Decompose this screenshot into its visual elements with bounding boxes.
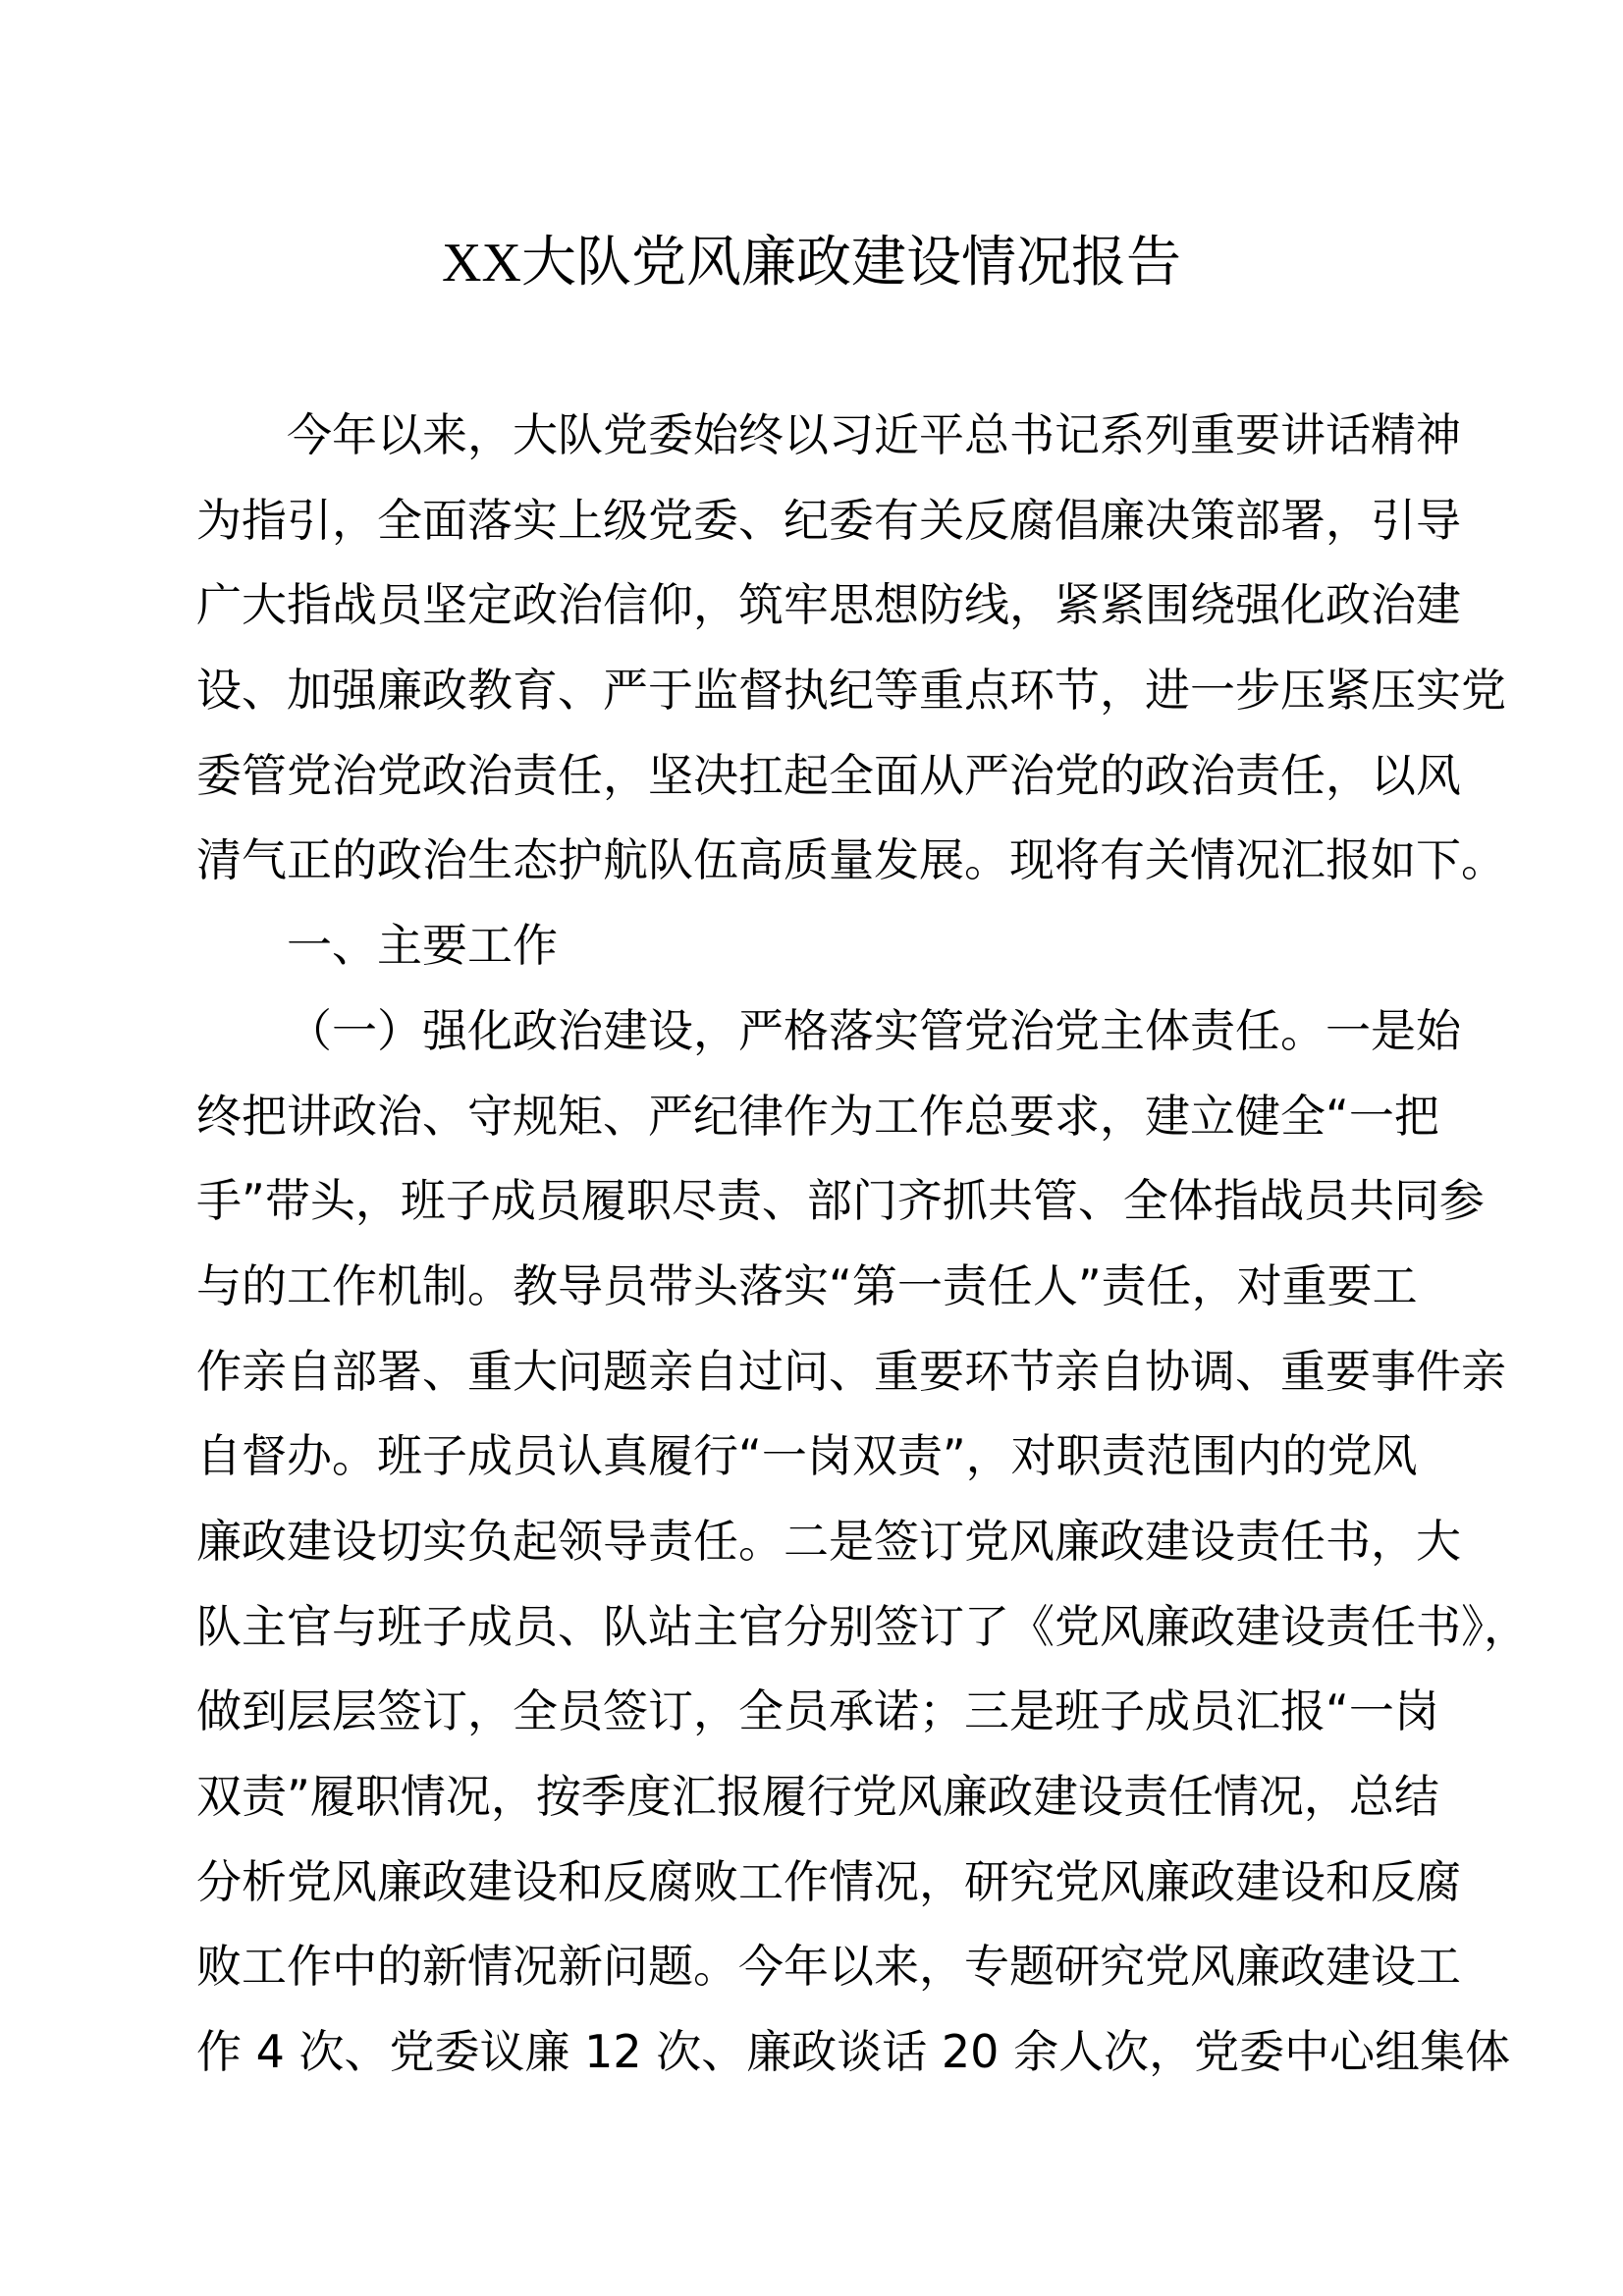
paragraph-line: 广大指战员坚定政治信仰，筑牢思想防线，紧紧围绕强化政治建 [196, 578, 1461, 632]
paragraph-line: 终把讲政治、守规矩、严纪律作为工作总要求，建立健全“一把 [196, 1089, 1439, 1143]
paragraph-line: 清气正的政治生态护航队伍高质量发展。现将有关情况汇报如下。 [196, 833, 1506, 887]
paragraph-line: 作 4 次、党委议廉 12 次、廉政谈话 20 余人次，党委中心组集体 [196, 2025, 1511, 2079]
paragraph-line: 廉政建设切实负起领导责任。二是签订党风廉政建设责任书，大 [196, 1514, 1461, 1568]
paragraph-line: 双责”履职情况，按季度汇报履行党风廉政建设责任情况，总结 [196, 1770, 1439, 1823]
paragraph-line: 队主官与班子成员、队站主官分别签订了《党风廉政建设责任书》， [196, 1599, 1529, 1653]
paragraph-line: 与的工作机制。教导员带头落实“第一责任人”责任，对重要工 [196, 1258, 1418, 1312]
paragraph-line: 分析党风廉政建设和反腐败工作情况，研究党风廉政建设和反腐 [196, 1854, 1461, 1908]
paragraph-line: 作亲自部署、重大问题亲自过问、重要环节亲自协调、重要事件亲 [196, 1344, 1506, 1398]
document-body [196, 393, 1529, 2095]
paragraph-line: 今年以来，大队党委始终以习近平总书记系列重要讲话精神 [287, 408, 1461, 461]
paragraph-line: 设、加强廉政教育、严于监督执纪等重点环节，进一步压紧压实党 [196, 664, 1506, 718]
paragraph-line: 为指引，全面落实上级党委、纪委有关反腐倡廉决策部署，引导 [196, 493, 1461, 547]
paragraph-line: 手”带头，班子成员履职尽责、部门齐抓共管、全体指战员共同参 [196, 1174, 1485, 1228]
document-title [0, 228, 1623, 298]
title-main: 大队党风廉政建设情况报告 [520, 231, 1181, 294]
title-prefix: XX [442, 233, 521, 294]
paragraph-line: 败工作中的新情况新问题。今年以来，专题研究党风廉政建设工 [196, 1940, 1461, 1994]
paragraph-line: 委管党治党政治责任，坚决扛起全面从严治党的政治责任，以风 [196, 748, 1461, 802]
paragraph-line: （一）强化政治建设，严格落实管党治党主体责任。一是始 [287, 1003, 1461, 1057]
section-heading: 一、主要工作 [287, 919, 558, 973]
paragraph-line: 做到层层签订，全员签订，全员承诺；三是班子成员汇报“一岗 [196, 1684, 1439, 1738]
paragraph-line: 自督办。班子成员认真履行“一岗双责”，对职责范围内的党风 [196, 1429, 1418, 1483]
